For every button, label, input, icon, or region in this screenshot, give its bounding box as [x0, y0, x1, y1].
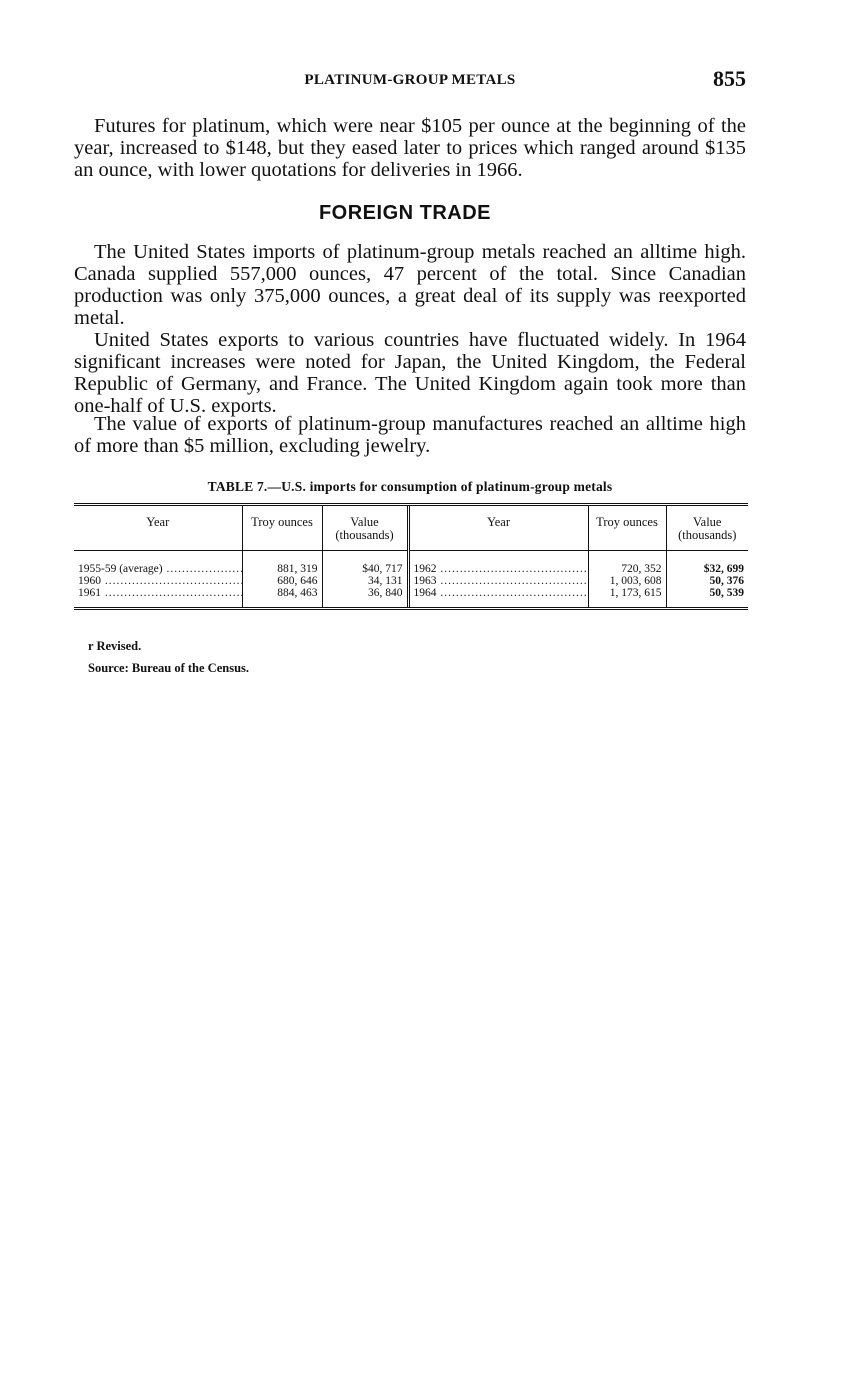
value-cell: $40, 717: [322, 551, 408, 576]
table-row: [74, 551, 748, 576]
running-title: PLATINUM-GROUP METALS: [304, 72, 516, 88]
paragraph-manufactures: The value of exports of platinum-group manufactures reached an alltime high of more than $5 million, excluding jewelry.: [74, 413, 746, 457]
paragraph-futures: Futures for platinum, which were near $105 per ounce at the beginning of the year, increased to $148, but they eased later to prices which ranged around $135 an ounce, with lower quotations for deliveries in 1966.: [74, 115, 746, 181]
paragraph-imports: The United States imports of platinum-group metals reached an alltime high. Canada supplied 557,000 ounces, 47 percent of the total. Since Canadian production was only 375,000 ounces, a great deal of its supply was reexported metal.: [74, 241, 746, 329]
troy-cell: 1, 173, 615: [588, 587, 666, 607]
header-value-left: Value (thousands): [322, 506, 408, 551]
year-cell: 1964 .....: [408, 587, 588, 607]
troy-cell: 1, 003, 608: [588, 575, 666, 587]
value-cell: $32, 699: [666, 551, 748, 576]
troy-cell: 680, 646: [242, 575, 322, 587]
imports-table: [74, 503, 748, 610]
value-cell: 34, 131: [322, 575, 408, 587]
running-head: [74, 66, 746, 96]
header-year-right: Year: [408, 506, 588, 551]
value-cell: 50, 376: [666, 575, 748, 587]
footnote-revised: r Revised.: [88, 639, 142, 653]
header-troy-left: Troy ounces: [242, 506, 322, 551]
paragraph-exports: United States exports to various countries have fluctuated widely. In 1964 significant increases were noted for Japan, the United Kingdom, the Federal Republic of Germany, and France. The United Kingdom again took more than one-half of U.S. exports.: [74, 329, 746, 417]
table-row: [74, 575, 748, 587]
header-troy-right: Troy ounces: [588, 506, 666, 551]
table-caption: TABLE 7.—U.S. imports for consumption of platinum-group metals: [207, 479, 613, 494]
year-cell: 1960 .....: [74, 575, 242, 587]
year-cell: 1955-59 (average) .....: [74, 551, 242, 576]
page-number: 855: [713, 66, 746, 91]
table-header-row: [74, 506, 748, 551]
table-row: [74, 587, 748, 607]
footnote-source: Source: Bureau of the Census.: [88, 661, 250, 675]
troy-cell: 881, 319: [242, 551, 322, 576]
value-cell: 50, 539: [666, 587, 748, 607]
year-cell: 1961 .....: [74, 587, 242, 607]
year-cell: 1963 .....: [408, 575, 588, 587]
section-heading: FOREIGN TRADE: [318, 202, 492, 224]
value-cell: 36, 840: [322, 587, 408, 607]
troy-cell: 720, 352: [588, 551, 666, 576]
year-cell: 1962 .....: [408, 551, 588, 576]
troy-cell: 884, 463: [242, 587, 322, 607]
header-year-left: Year: [74, 506, 242, 551]
header-value-right: Value (thousands): [666, 506, 748, 551]
